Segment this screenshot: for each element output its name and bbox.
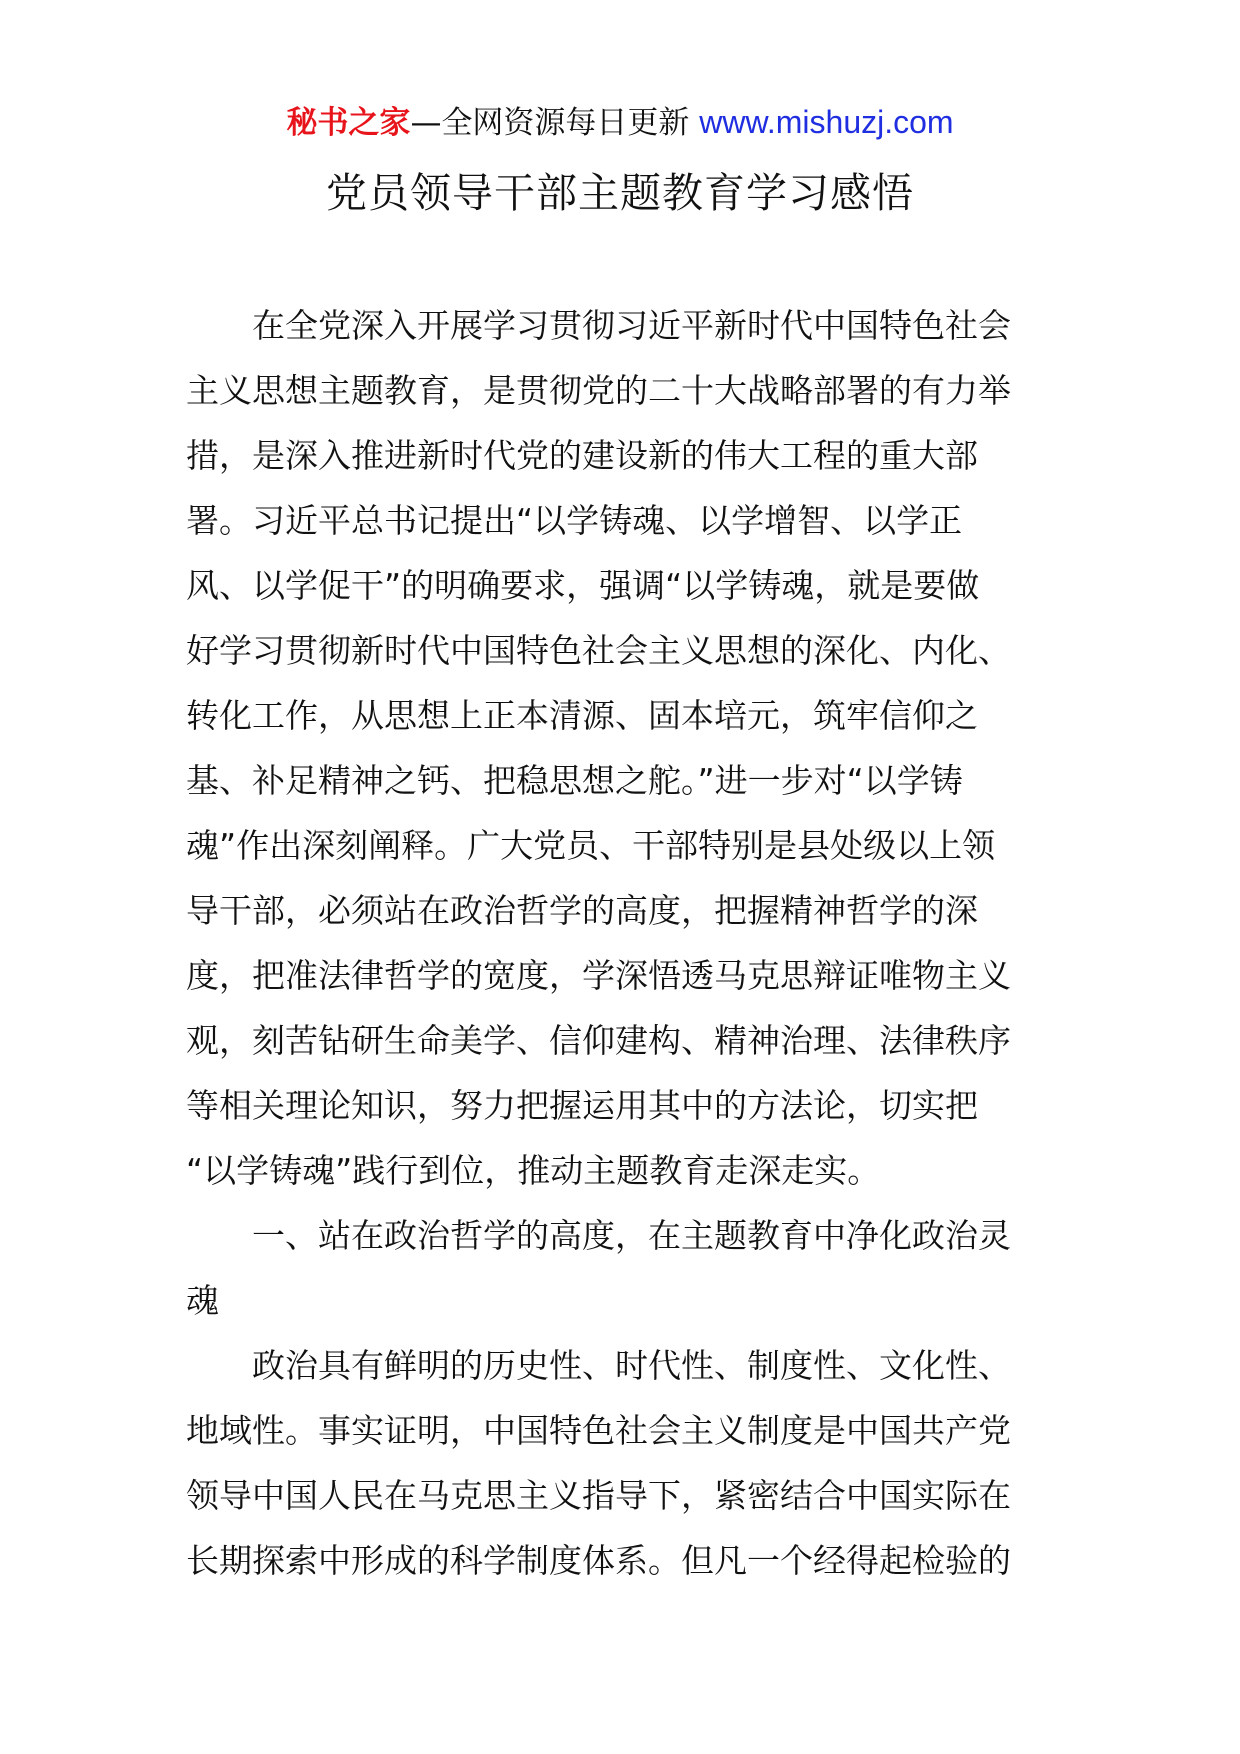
paragraph-line: 政治具有鲜明的历史性、时代性、制度性、文化性、	[252, 1346, 1011, 1385]
document-body	[186, 293, 1066, 1593]
section-heading	[186, 1203, 1066, 1333]
paragraph-line: 主义思想主题教育，是贯彻党的二十大战略部署的有力举	[186, 371, 1011, 410]
paragraph-line: 地域性。事实证明，中国特色社会主义制度是中国共产党	[186, 1411, 1011, 1450]
paragraph-line: 长期探索中形成的科学制度体系。但凡一个经得起检验的	[186, 1541, 1011, 1580]
intro-paragraph	[186, 293, 1066, 1203]
paragraph-line: 领导中国人民在马克思主义指导下，紧密结合中国实际在	[186, 1476, 1011, 1515]
paragraph-line: 在全党深入开展学习贯彻习近平新时代中国特色社会	[252, 306, 1011, 345]
site-url-link[interactable]: www.mishuzj.com	[699, 104, 954, 140]
document-title: 党员领导干部主题教育学习感悟	[326, 169, 914, 217]
paragraph-line: 措，是深入推进新时代党的建设新的伟大工程的重大部	[186, 436, 978, 475]
paragraph-line: 魂”作出深刻阐释。广大党员、干部特别是县处级以上领	[186, 826, 996, 865]
paragraph-line: 转化工作，从思想上正本清源、固本培元，筑牢信仰之	[186, 696, 978, 735]
paragraph-line: 风、以学促干”的明确要求，强调“以学铸魂，就是要做	[186, 566, 980, 605]
paragraph-line: 观，刻苦钻研生命美学、信仰建构、精神治理、法律秩序	[186, 1021, 1011, 1060]
paragraph-line: 导干部，必须站在政治哲学的高度，把握精神哲学的深	[186, 891, 978, 930]
paragraph-line: “以学铸魂”践行到位，推动主题教育走深走实。	[186, 1151, 881, 1190]
header-banner	[0, 100, 1240, 145]
paragraph-line: 好学习贯彻新时代中国特色社会主义思想的深化、内化、	[186, 631, 1011, 670]
section-heading-line: 魂	[186, 1281, 219, 1320]
brand-name: 秘书之家	[286, 105, 411, 141]
paragraph-line: 署。习近平总书记提出“以学铸魂、以学增智、以学正	[186, 501, 963, 540]
paragraph-line: 基、补足精神之钙、把稳思想之舵。”进一步对“以学铸	[186, 761, 963, 800]
header-slogan: —全网资源每日更新	[410, 105, 690, 141]
section-paragraph	[186, 1333, 1066, 1593]
paragraph-line: 度，把准法律哲学的宽度，学深悟透马克思辩证唯物主义	[186, 956, 1011, 995]
paragraph-line: 等相关理论知识，努力把握运用其中的方法论，切实把	[186, 1086, 978, 1125]
section-heading-line: 一、站在政治哲学的高度，在主题教育中净化政治灵	[252, 1216, 1011, 1255]
